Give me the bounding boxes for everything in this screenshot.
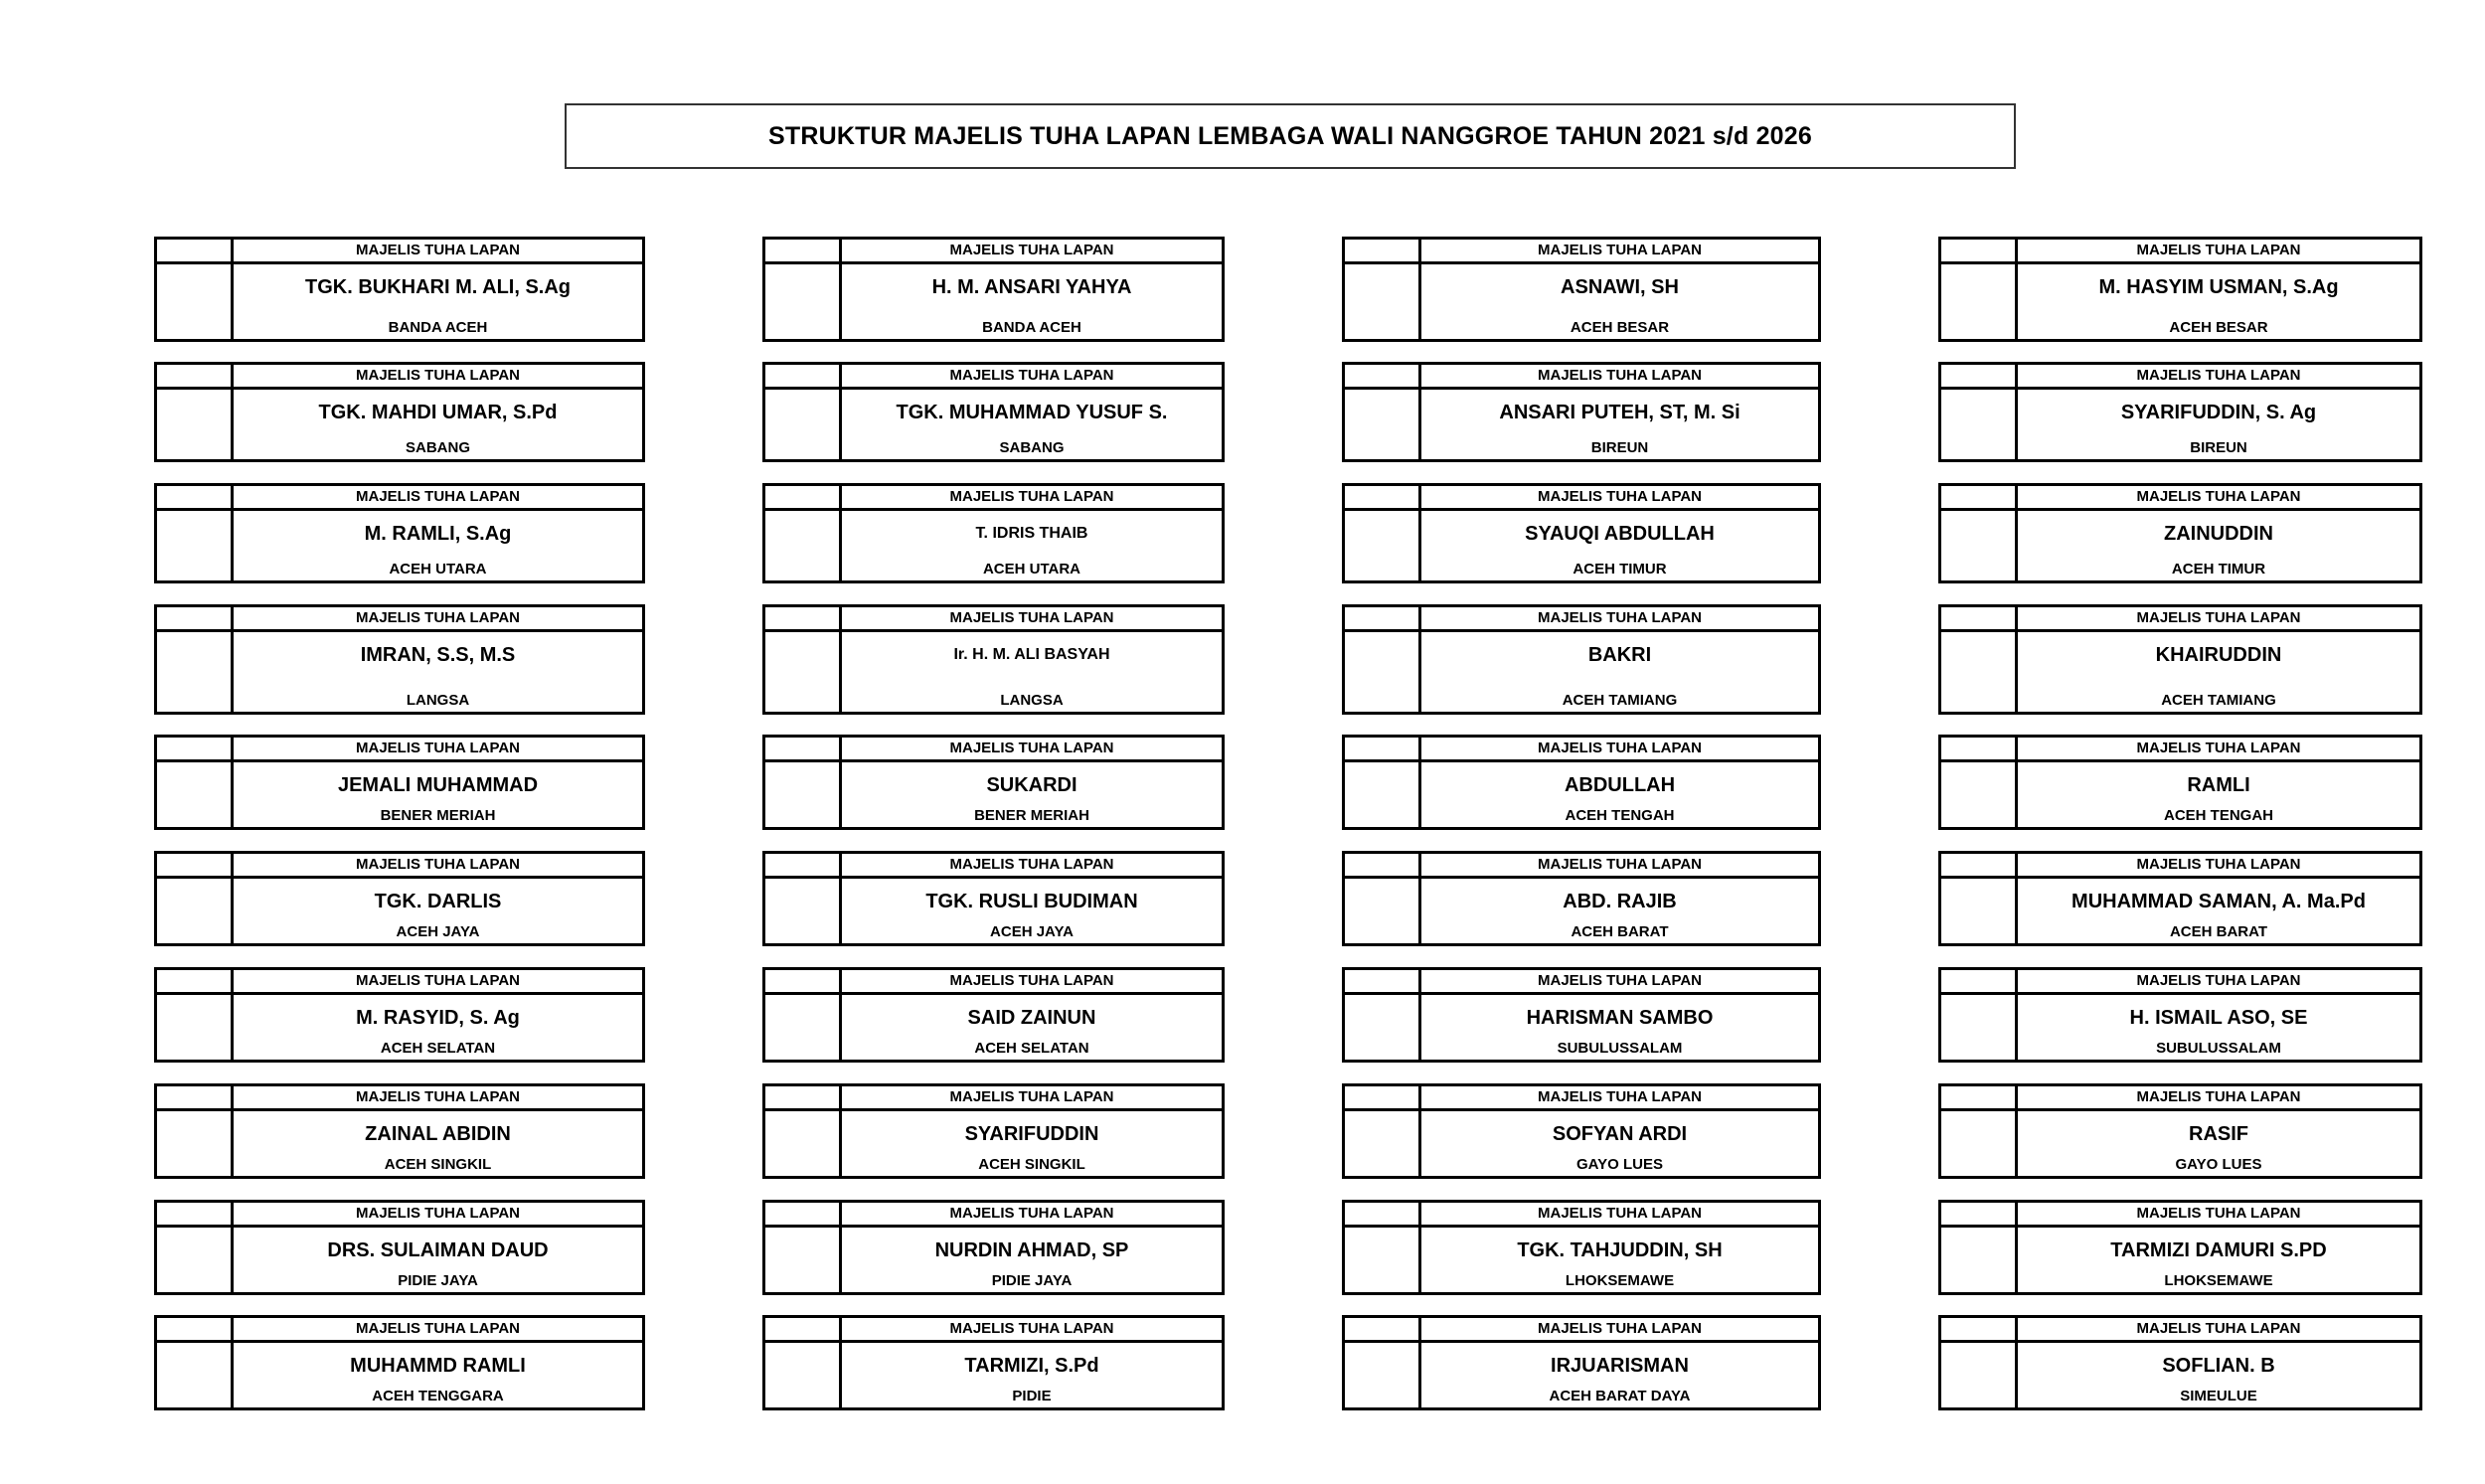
member-region: BIREUN: [1590, 439, 1649, 456]
member-card: [1938, 851, 2422, 946]
photo-cell: [765, 1086, 842, 1176]
member-name: RASIF: [2189, 1123, 2248, 1145]
member-role: MAJELIS TUHA LAPAN: [842, 738, 1222, 762]
member-card: [1938, 967, 2422, 1063]
member-region: SABANG: [999, 439, 1065, 456]
member-card: [154, 735, 645, 830]
photo-cell: [157, 854, 234, 943]
member-region: SUBULUSSALAM: [2156, 1040, 2281, 1057]
member-name: ANSARI PUTEH, ST, M. Si: [1499, 402, 1740, 423]
member-role: MAJELIS TUHA LAPAN: [842, 970, 1222, 995]
member-card: [1342, 237, 1821, 342]
photo-cell: [765, 854, 842, 943]
member-role: MAJELIS TUHA LAPAN: [842, 1318, 1222, 1343]
member-name: TARMIZI, S.Pd: [964, 1355, 1099, 1377]
photo-cell: [1345, 1086, 1421, 1176]
photo-cell: [1941, 607, 2018, 712]
member-region: ACEH UTARA: [982, 561, 1081, 577]
member-region: BENER MERIAH: [974, 807, 1089, 824]
photo-cell: [1345, 738, 1421, 827]
member-card: [1342, 483, 1821, 583]
member-name: TGK. MAHDI UMAR, S.Pd: [318, 402, 558, 423]
member-role: MAJELIS TUHA LAPAN: [2018, 854, 2419, 879]
photo-cell: [157, 365, 234, 459]
photo-cell: [765, 365, 842, 459]
member-role: MAJELIS TUHA LAPAN: [842, 854, 1222, 879]
member-name: KHAIRUDDIN: [2155, 644, 2282, 666]
member-name: M. RASYID, S. Ag: [356, 1007, 520, 1029]
photo-cell: [1941, 1086, 2018, 1176]
member-region: PIDIE: [1012, 1388, 1052, 1404]
member-region: GAYO LUES: [1576, 1156, 1663, 1173]
member-card: [762, 604, 1225, 715]
member-region: ACEH BARAT DAYA: [1549, 1388, 1691, 1404]
member-name: MUHAMMD RAMLI: [350, 1355, 526, 1377]
photo-cell: [765, 240, 842, 339]
member-role: MAJELIS TUHA LAPAN: [1421, 365, 1818, 390]
member-region: LHOKSEMAWE: [1565, 1272, 1675, 1289]
member-role: MAJELIS TUHA LAPAN: [234, 854, 642, 879]
member-region: ACEH TIMUR: [1573, 561, 1667, 577]
member-name: RAMLI: [2187, 774, 2250, 796]
member-name: BAKRI: [1587, 644, 1652, 666]
member-role: MAJELIS TUHA LAPAN: [2018, 486, 2419, 511]
member-role: MAJELIS TUHA LAPAN: [2018, 365, 2419, 390]
member-role: MAJELIS TUHA LAPAN: [234, 240, 642, 264]
photo-cell: [1941, 1203, 2018, 1292]
member-name: H. ISMAIL ASO, SE: [2129, 1007, 2308, 1029]
member-role: MAJELIS TUHA LAPAN: [1421, 607, 1818, 632]
member-region: ACEH JAYA: [990, 923, 1074, 940]
member-region: ACEH SELATAN: [974, 1040, 1089, 1057]
member-card: [1938, 735, 2422, 830]
member-role: MAJELIS TUHA LAPAN: [234, 365, 642, 390]
member-card: [154, 604, 645, 715]
photo-cell: [1941, 486, 2018, 580]
member-role: MAJELIS TUHA LAPAN: [2018, 607, 2419, 632]
member-name: M. RAMLI, S.Ag: [364, 523, 512, 545]
photo-cell: [1941, 365, 2018, 459]
member-card: [1342, 1083, 1821, 1179]
member-card: [154, 1083, 645, 1179]
member-region: ACEH SELATAN: [380, 1040, 496, 1057]
member-name: H. M. ANSARI YAHYA: [931, 276, 1132, 298]
member-card: [1938, 237, 2422, 342]
member-region: ACEH TENGAH: [2163, 807, 2273, 824]
member-role: MAJELIS TUHA LAPAN: [2018, 738, 2419, 762]
member-card: [154, 967, 645, 1063]
member-region: BANDA ACEH: [388, 319, 488, 336]
member-card: [1938, 1200, 2422, 1295]
photo-cell: [157, 1086, 234, 1176]
member-role: MAJELIS TUHA LAPAN: [234, 486, 642, 511]
photo-cell: [1345, 1203, 1421, 1292]
page-title: STRUKTUR MAJELIS TUHA LAPAN LEMBAGA WALI NANGGROE TAHUN 2021 s/d 2026: [565, 103, 2016, 169]
member-role: MAJELIS TUHA LAPAN: [2018, 1318, 2419, 1343]
member-name: ABDULLAH: [1564, 774, 1676, 796]
member-region: ACEH BARAT: [2169, 923, 2268, 940]
photo-cell: [1345, 486, 1421, 580]
photo-cell: [1941, 854, 2018, 943]
member-region: SUBULUSSALAM: [1557, 1040, 1683, 1057]
member-name: SAID ZAINUN: [967, 1007, 1096, 1029]
member-region: ACEH BESAR: [2169, 319, 2268, 336]
photo-cell: [1941, 738, 2018, 827]
member-name: ASNAWI, SH: [1561, 276, 1679, 298]
photo-cell: [157, 1203, 234, 1292]
member-role: MAJELIS TUHA LAPAN: [842, 240, 1222, 264]
member-card: [762, 483, 1225, 583]
member-name: ABD. RAJIB: [1563, 891, 1677, 912]
member-card: [762, 1315, 1225, 1410]
member-name: TGK. DARLIS: [374, 891, 502, 912]
member-role: MAJELIS TUHA LAPAN: [842, 365, 1222, 390]
member-region: ACEH TIMUR: [2171, 561, 2266, 577]
member-card: [762, 967, 1225, 1063]
member-role: MAJELIS TUHA LAPAN: [1421, 854, 1818, 879]
member-region: ACEH TAMIANG: [2161, 692, 2276, 709]
member-role: MAJELIS TUHA LAPAN: [842, 1086, 1222, 1111]
photo-cell: [1345, 365, 1421, 459]
member-name: SYAUQI ABDULLAH: [1525, 523, 1715, 545]
member-card: [1342, 1200, 1821, 1295]
member-role: MAJELIS TUHA LAPAN: [2018, 1203, 2419, 1228]
member-name: T. IDRIS THAIB: [975, 525, 1088, 542]
member-region: ACEH SINGKIL: [978, 1156, 1085, 1173]
member-card: [1342, 735, 1821, 830]
member-role: MAJELIS TUHA LAPAN: [1421, 1318, 1818, 1343]
photo-cell: [1345, 1318, 1421, 1407]
member-name: DRS. SULAIMAN DAUD: [327, 1239, 549, 1261]
member-role: MAJELIS TUHA LAPAN: [1421, 1086, 1818, 1111]
photo-cell: [1941, 970, 2018, 1060]
member-region: LHOKSEMAWE: [2164, 1272, 2273, 1289]
member-name: SOFYAN ARDI: [1552, 1123, 1688, 1145]
member-name: SUKARDI: [986, 774, 1077, 796]
photo-cell: [765, 970, 842, 1060]
member-region: ACEH UTARA: [389, 561, 487, 577]
member-name: NURDIN AHMAD, SP: [934, 1239, 1129, 1261]
photo-cell: [157, 240, 234, 339]
member-name: TGK. BUKHARI M. ALI, S.Ag: [304, 276, 572, 298]
member-name: TGK. TAHJUDDIN, SH: [1517, 1239, 1723, 1261]
photo-cell: [765, 738, 842, 827]
member-region: BIREUN: [2190, 439, 2247, 456]
member-role: MAJELIS TUHA LAPAN: [1421, 1203, 1818, 1228]
member-role: MAJELIS TUHA LAPAN: [234, 970, 642, 995]
member-region: ACEH TENGGARA: [372, 1388, 504, 1404]
member-name: SYARIFUDDIN, S. Ag: [2120, 402, 2317, 423]
member-role: MAJELIS TUHA LAPAN: [2018, 240, 2419, 264]
member-role: MAJELIS TUHA LAPAN: [234, 1203, 642, 1228]
member-role: MAJELIS TUHA LAPAN: [842, 486, 1222, 511]
member-region: ACEH TENGAH: [1565, 807, 1675, 824]
member-card: [1342, 851, 1821, 946]
member-card: [1342, 362, 1821, 462]
photo-cell: [765, 607, 842, 712]
member-region: PIDIE JAYA: [991, 1272, 1073, 1289]
photo-cell: [1345, 607, 1421, 712]
member-name: IRJUARISMAN: [1551, 1355, 1689, 1377]
photo-cell: [157, 486, 234, 580]
photo-cell: [1345, 970, 1421, 1060]
member-card: [154, 362, 645, 462]
member-card: [762, 237, 1225, 342]
member-region: LANGSA: [1000, 692, 1064, 709]
photo-cell: [765, 486, 842, 580]
member-card: [154, 483, 645, 583]
member-role: MAJELIS TUHA LAPAN: [234, 607, 642, 632]
member-region: ACEH BESAR: [1570, 319, 1670, 336]
member-role: MAJELIS TUHA LAPAN: [234, 1086, 642, 1111]
member-region: BANDA ACEH: [982, 319, 1081, 336]
member-name: TGK. RUSLI BUDIMAN: [925, 891, 1138, 912]
member-name: HARISMAN SAMBO: [1526, 1007, 1714, 1029]
member-region: SIMEULUE: [2180, 1388, 2257, 1404]
photo-cell: [1941, 1318, 2018, 1407]
member-role: MAJELIS TUHA LAPAN: [1421, 970, 1818, 995]
member-role: MAJELIS TUHA LAPAN: [1421, 486, 1818, 511]
photo-cell: [157, 1318, 234, 1407]
member-card: [1342, 604, 1821, 715]
member-card: [154, 1200, 645, 1295]
member-card: [1938, 1083, 2422, 1179]
member-card: [762, 851, 1225, 946]
member-card: [762, 362, 1225, 462]
member-card: [1342, 967, 1821, 1063]
member-card: [1342, 1315, 1821, 1410]
member-role: MAJELIS TUHA LAPAN: [234, 738, 642, 762]
member-region: ACEH TAMIANG: [1562, 692, 1678, 709]
member-name: TARMIZI DAMURI S.PD: [2110, 1239, 2327, 1261]
member-name: MUHAMMAD SAMAN, A. Ma.Pd: [2071, 891, 2366, 912]
member-name: M. HASYIM USMAN, S.Ag: [2098, 276, 2339, 298]
member-region: SABANG: [405, 439, 470, 456]
member-card: [154, 237, 645, 342]
photo-cell: [1345, 854, 1421, 943]
photo-cell: [157, 738, 234, 827]
photo-cell: [157, 970, 234, 1060]
member-region: GAYO LUES: [2175, 1156, 2262, 1173]
member-name: TGK. MUHAMMAD YUSUF S.: [896, 402, 1168, 423]
member-region: ACEH BARAT: [1571, 923, 1669, 940]
member-name: IMRAN, S.S, M.S: [360, 644, 516, 666]
member-card: [1938, 604, 2422, 715]
member-region: BENER MERIAH: [380, 807, 496, 824]
photo-cell: [1941, 240, 2018, 339]
member-card: [762, 1200, 1225, 1295]
member-role: MAJELIS TUHA LAPAN: [1421, 240, 1818, 264]
member-card: [762, 735, 1225, 830]
photo-cell: [765, 1203, 842, 1292]
member-region: LANGSA: [406, 692, 470, 709]
member-role: MAJELIS TUHA LAPAN: [1421, 738, 1818, 762]
photo-cell: [765, 1318, 842, 1407]
member-name: SYARIFUDDIN: [964, 1123, 1099, 1145]
member-role: MAJELIS TUHA LAPAN: [842, 1203, 1222, 1228]
member-role: MAJELIS TUHA LAPAN: [2018, 970, 2419, 995]
member-name: SOFLIAN. B: [2162, 1355, 2275, 1377]
member-card: [762, 1083, 1225, 1179]
member-name: ZAINUDDIN: [2164, 523, 2273, 545]
member-card: [154, 1315, 645, 1410]
member-region: ACEH JAYA: [396, 923, 480, 940]
member-name: Ir. H. M. ALI BASYAH: [953, 646, 1110, 663]
member-card: [1938, 362, 2422, 462]
member-role: MAJELIS TUHA LAPAN: [842, 607, 1222, 632]
photo-cell: [1345, 240, 1421, 339]
member-role: MAJELIS TUHA LAPAN: [234, 1318, 642, 1343]
member-card: [1938, 1315, 2422, 1410]
member-region: PIDIE JAYA: [398, 1272, 478, 1289]
member-card: [1938, 483, 2422, 583]
photo-cell: [157, 607, 234, 712]
member-card: [154, 851, 645, 946]
member-region: ACEH SINGKIL: [384, 1156, 492, 1173]
member-name: JEMALI MUHAMMAD: [337, 774, 539, 796]
member-name: ZAINAL ABIDIN: [365, 1123, 511, 1145]
member-role: MAJELIS TUHA LAPAN: [2018, 1086, 2419, 1111]
